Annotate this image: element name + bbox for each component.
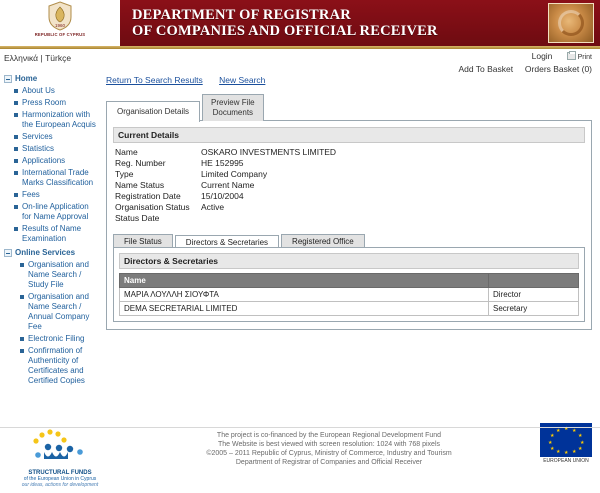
cell-role: Secretary bbox=[489, 302, 579, 316]
bullet-icon bbox=[20, 349, 24, 353]
sidebar-item-online-services[interactable] bbox=[0, 247, 100, 259]
cell-role: Director bbox=[489, 288, 579, 302]
footer-line-4: Department of Registrar of Companies and Official Receiver bbox=[235, 459, 423, 466]
result-nav-links bbox=[106, 75, 592, 85]
tab-label-line1: Preview File bbox=[211, 98, 255, 107]
column-header-name: Name bbox=[120, 274, 489, 288]
sidebar-item-label: Harmonization with the European Acquis bbox=[22, 110, 96, 129]
current-details-header: Current Details bbox=[113, 127, 585, 143]
eu-caption: EUROPEAN UNION bbox=[543, 458, 589, 464]
bullet-icon bbox=[14, 159, 18, 163]
bullet-icon bbox=[14, 113, 18, 117]
table-header-row bbox=[120, 274, 579, 288]
primary-tabstrip bbox=[106, 91, 592, 121]
footer-line-2: The Website is best viewed with screen resolution: 1024 with 768 pixels bbox=[217, 441, 441, 448]
bullet-icon bbox=[14, 147, 18, 151]
orders-basket-link[interactable]: Orders Basket (0) bbox=[524, 64, 592, 74]
language-separator: | bbox=[40, 53, 43, 63]
detail-value: OSKARO INVESTMENTS LIMITED bbox=[201, 147, 337, 157]
department-banner bbox=[120, 0, 600, 46]
detail-key: Name bbox=[115, 147, 138, 157]
sidebar-item-press-room[interactable] bbox=[0, 97, 100, 109]
column-header-role bbox=[489, 274, 579, 288]
current-details-table bbox=[113, 147, 340, 224]
detail-row-registration-date bbox=[113, 191, 340, 202]
bullet-icon bbox=[20, 263, 24, 267]
detail-key: Status Date bbox=[115, 213, 160, 223]
sidebar-item-electronic-filing[interactable] bbox=[0, 333, 100, 345]
department-logo-icon bbox=[548, 3, 594, 43]
detail-row-name bbox=[113, 147, 340, 158]
sidebar-item-name-approval[interactable] bbox=[0, 201, 100, 223]
sidebar-item-label: Online Services bbox=[15, 248, 76, 257]
bullet-icon bbox=[14, 193, 18, 197]
table-row bbox=[120, 302, 579, 316]
detail-row-name-status bbox=[113, 180, 340, 191]
bullet-icon bbox=[14, 171, 18, 175]
sidebar-item-label: Services bbox=[22, 132, 53, 141]
secondary-tabstrip bbox=[113, 232, 585, 248]
structural-funds-subtitle: of the European Union in Cyprus bbox=[23, 476, 97, 482]
detail-row-reg-number bbox=[113, 158, 340, 169]
detail-row-type bbox=[113, 169, 340, 180]
bullet-icon bbox=[20, 295, 24, 299]
coat-of-arms-icon bbox=[47, 1, 73, 31]
tree-expander-icon[interactable] bbox=[4, 249, 12, 257]
banner-title-line1: DEPARTMENT OF REGISTRAR bbox=[132, 7, 351, 23]
crest-label: REPUBLIC OF CYPRUS bbox=[34, 32, 86, 37]
tab-label: Registered Office bbox=[292, 237, 354, 246]
bullet-icon bbox=[14, 135, 18, 139]
detail-key: Registration Date bbox=[115, 191, 181, 201]
bullet-icon bbox=[14, 101, 18, 105]
sidebar-item-name-examination-results[interactable] bbox=[0, 223, 100, 245]
main-content bbox=[100, 69, 600, 421]
sidebar-item-label: Results of Name Examination bbox=[22, 224, 82, 243]
structural-funds-text bbox=[0, 470, 120, 488]
sidebar-item-label: On-line Application for Name Approval bbox=[22, 202, 89, 221]
detail-key: Reg. Number bbox=[115, 158, 166, 168]
detail-value: 15/10/2004 bbox=[201, 191, 244, 201]
footer-line-3: ©2005 – 2011 Republic of Cyprus, Ministry of Commerce, Industry and Tourism bbox=[206, 450, 452, 457]
table-row bbox=[120, 288, 579, 302]
sidebar-nav bbox=[0, 69, 100, 421]
structural-funds-tagline: our ideas, actions for development bbox=[21, 482, 99, 488]
bullet-icon bbox=[14, 89, 18, 93]
print-icon[interactable] bbox=[567, 52, 576, 60]
detail-value: Active bbox=[201, 202, 225, 212]
sidebar-item-org-name-search-study-file[interactable] bbox=[0, 259, 100, 291]
tab-organisation-details[interactable] bbox=[106, 101, 200, 122]
language-turkish-link[interactable]: Türkçe bbox=[45, 53, 72, 63]
utility-bar bbox=[0, 49, 600, 74]
republic-crest-block bbox=[0, 0, 120, 46]
site-header bbox=[0, 0, 600, 46]
bottom-strip bbox=[0, 427, 600, 437]
new-search-link[interactable]: New Search bbox=[219, 75, 266, 85]
sidebar-item-home[interactable] bbox=[0, 73, 100, 85]
sidebar-item-trade-marks[interactable] bbox=[0, 167, 100, 189]
directors-secretaries-panel bbox=[113, 247, 585, 322]
tree-expander-icon[interactable] bbox=[4, 75, 12, 83]
language-switcher[interactable] bbox=[4, 53, 71, 63]
tab-preview-file-documents[interactable] bbox=[202, 94, 264, 121]
detail-value: Current Name bbox=[201, 180, 255, 190]
sidebar-item-harmonization[interactable] bbox=[0, 109, 100, 131]
detail-key: Name Status bbox=[115, 180, 165, 190]
structural-funds-title: STRUCTURAL FUNDS bbox=[28, 470, 92, 476]
sidebar-item-label: Home bbox=[15, 74, 38, 83]
footer-line-1: The project is co-financed by the European Regional Development Fund bbox=[216, 432, 442, 439]
sidebar-item-label: Electronic Filing bbox=[28, 334, 85, 343]
sidebar-item-label: Applications bbox=[22, 156, 66, 165]
tab-registered-office[interactable] bbox=[281, 234, 365, 248]
detail-value bbox=[199, 213, 340, 224]
directors-secretaries-table bbox=[119, 273, 579, 316]
tab-label: Organisation Details bbox=[117, 107, 190, 116]
sidebar-item-label: About Us bbox=[22, 86, 55, 95]
cell-name: ΜΑΡΙΑ ΛΟΥΛΛΗ ΣΙΟΥΦΤΑ bbox=[120, 288, 489, 302]
detail-key: Organisation Status bbox=[115, 202, 190, 212]
detail-value: ΗΕ 152995 bbox=[201, 158, 244, 168]
sidebar-item-label: Confirmation of Authenticity of Certificates and Certified Copies bbox=[28, 346, 85, 385]
organisation-details-panel bbox=[106, 120, 592, 330]
tab-file-status[interactable] bbox=[113, 234, 173, 248]
bullet-icon bbox=[14, 227, 18, 231]
detail-key: Type bbox=[115, 169, 134, 179]
sidebar-item-label: Press Room bbox=[22, 98, 67, 107]
tab-label: Directors & Secretaries bbox=[185, 238, 269, 247]
eu-flag-icon: ★ ★ ★ ★ ★ ★ ★ ★ ★ ★ ★ ★ bbox=[540, 423, 592, 457]
banner-title-line2: OF COMPANIES AND OFFICIAL RECEIVER bbox=[132, 23, 438, 39]
sidebar-item-label: Statistics bbox=[22, 144, 55, 153]
login-row bbox=[458, 51, 592, 61]
language-greek-link[interactable]: Ελληνικά bbox=[4, 53, 39, 63]
sidebar-item-org-name-search-annual-fee[interactable] bbox=[0, 291, 100, 333]
bullet-icon bbox=[20, 337, 24, 341]
sidebar-item-statistics[interactable] bbox=[0, 143, 100, 155]
bullet-icon bbox=[14, 205, 18, 209]
cell-name: DEMA SECRETARIAL LIMITED bbox=[120, 302, 489, 316]
add-to-basket-link[interactable]: Add To Basket bbox=[458, 64, 514, 74]
tab-label-line2: Documents bbox=[212, 108, 254, 117]
sidebar-item-confirmation-authenticity[interactable] bbox=[0, 345, 100, 387]
sidebar-item-label: Organisation and Name Search / Annual Company Fee bbox=[28, 292, 90, 331]
detail-row-organisation-status bbox=[113, 202, 340, 213]
return-to-search-results-link[interactable]: Return To Search Results bbox=[106, 75, 203, 85]
directors-secretaries-header: Directors & Secretaries bbox=[119, 253, 579, 269]
svg-text:1960: 1960 bbox=[54, 23, 66, 28]
sidebar-item-label: International Trade Marks Classification bbox=[22, 168, 94, 187]
sidebar-item-fees[interactable] bbox=[0, 189, 100, 201]
tab-label: File Status bbox=[124, 237, 162, 246]
sidebar-item-services[interactable] bbox=[0, 131, 100, 143]
detail-value: Limited Company bbox=[201, 169, 268, 179]
print-link[interactable]: Print bbox=[577, 54, 592, 61]
detail-row-status-date bbox=[113, 213, 340, 224]
sidebar-item-label: Organisation and Name Search / Study File bbox=[28, 260, 89, 289]
login-link[interactable]: Login bbox=[531, 51, 553, 61]
sidebar-item-about-us[interactable] bbox=[0, 85, 100, 97]
sidebar-item-label: Fees bbox=[22, 190, 40, 199]
body-wrapper bbox=[0, 69, 600, 421]
sidebar-item-applications[interactable] bbox=[0, 155, 100, 167]
